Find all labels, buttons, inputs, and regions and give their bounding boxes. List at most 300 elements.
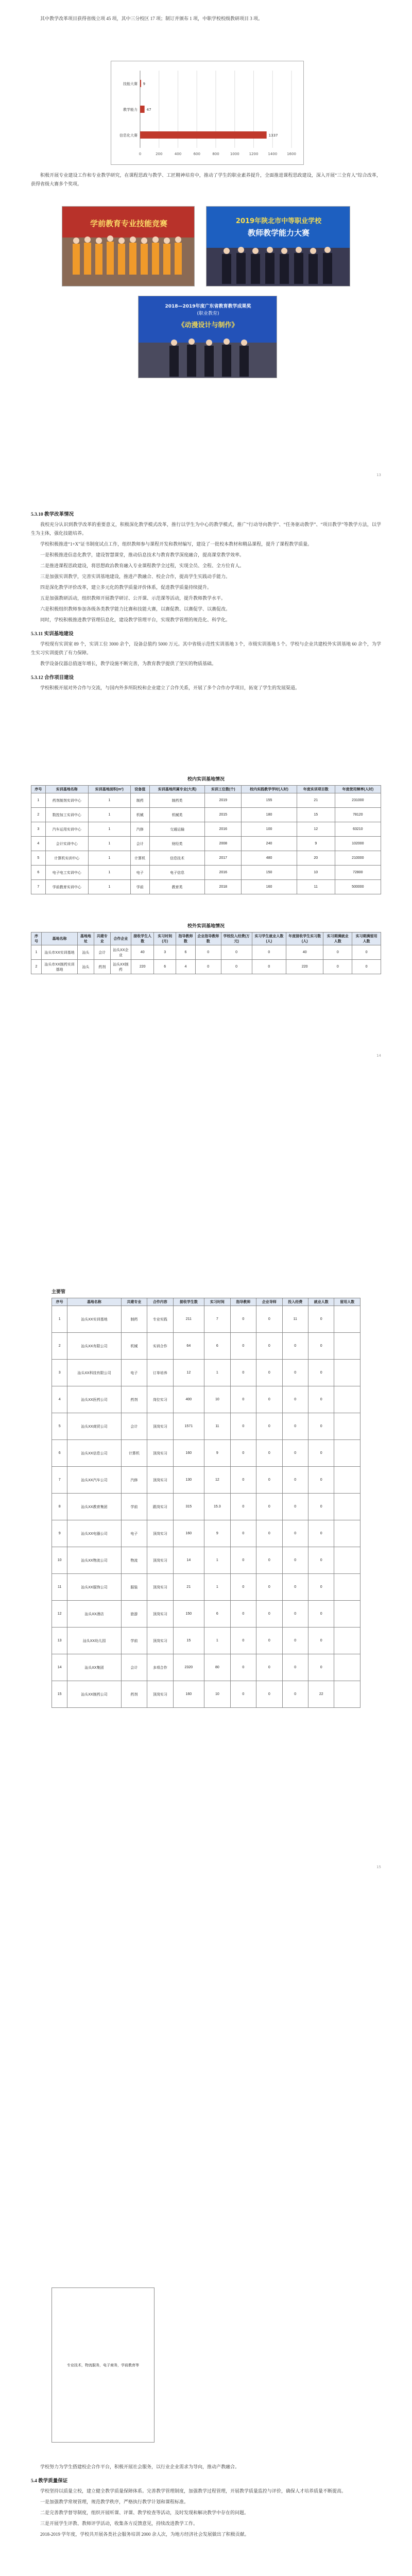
table2-cell: 0 [323,960,352,974]
table2-cell: 6 [176,945,195,960]
table2-header-10: 实习学生就业人数(人) [252,933,286,945]
x-tick-label: 1600 [287,152,296,156]
table3-cell: 0 [308,1440,334,1467]
table-external-training [31,932,381,974]
table3-cell: 22 [308,1681,334,1708]
table3-cell: 0 [282,1413,308,1440]
table1-cell: 4 [31,837,46,851]
x-tick-label: 0 [139,152,142,156]
table3-cell: 顶岗实习 [147,1520,173,1547]
table1-cell: 2015 [205,808,242,822]
table3-cell [334,1413,360,1440]
table3-cell: 5 [52,1413,67,1440]
table1-cell: 交通运输 [149,822,205,837]
table1-cell: 电子 [130,866,149,880]
table3-cell: 0 [282,1360,308,1386]
photo3-banner-line2: (职业教育) [197,311,219,316]
table-internal-training [31,785,381,894]
table3-cell: 12 [173,1360,204,1386]
table3-cell: 0 [230,1628,256,1654]
table2-cell: 220 [286,960,323,974]
table1-cell: 2016 [205,866,242,880]
table3-cell: 0 [256,1520,282,1547]
table-row [31,851,381,866]
reform-para-4: 二是推进课程思政建设，将思想政治教育融入专业课程教学全过程，实现全员、全程、全方位育人。 [40,563,245,568]
table3-cell: 15.3 [204,1494,230,1520]
table-row [52,1360,360,1386]
quality-para-4: 三是开展学生评教、教师评学活动，收集各方反馈意见，持续改进教学工作。 [40,2521,198,2526]
table3-cell: 顶岗实习 [147,1413,173,1440]
table3-cell: 顶岗实习 [147,1574,173,1601]
table1-cell: 72800 [335,866,381,880]
table1-cell: 1 [88,822,130,837]
quality-para-3: 二是完善教学督导制度，组织开展听课、评课、教学检查等活动，及时发现和解决教学中存在的问题。 [40,2510,249,2515]
table3-cell: 电子 [121,1360,147,1386]
table3-cell: 0 [308,1386,334,1413]
table3-cell: 0 [282,1494,308,1520]
table3-cell: 15 [173,1628,204,1654]
table2-cell: 4 [176,960,195,974]
table2-header-7: 指导教师数 [176,933,195,945]
table1-cell: 63210 [335,822,381,837]
table3-cell: 14 [52,1654,67,1681]
table3-cell: 13 [52,1628,67,1654]
table3-cell: 会计 [121,1654,147,1681]
photo-award-ceremony [138,296,277,378]
x-tick-label: 400 [174,152,182,156]
bar-chart [111,61,304,165]
table3-continuation [52,2287,154,2443]
photo3-banner-line1: 2018—2019年度广东省教育教学成果奖 [165,304,251,309]
table3-cell: 汕头XX实训基地 [67,1306,121,1333]
table3-cell: 学前 [121,1628,147,1654]
table3-cell: 0 [230,1654,256,1681]
table3-cell: 0 [256,1574,282,1601]
table2-cell: 汕头 [77,945,94,960]
table3-cell: 0 [308,1547,334,1574]
table3-cell: 0 [230,1333,256,1360]
table-row [52,1520,360,1547]
table2-header-0: 序号 [31,933,42,945]
bar [140,106,145,113]
table3-cell: 160 [173,1520,204,1547]
table3-cell: 9 [204,1520,230,1547]
table3-cell: 64 [173,1333,204,1360]
table1-header-2: 实训基地面积(m²) [88,786,130,793]
table3-cell: 0 [308,1360,334,1386]
table1-cell: 10 [297,866,335,880]
table3-cell: 0 [282,1601,308,1628]
table2-cell: 0 [352,960,381,974]
table3-cell: 0 [308,1574,334,1601]
section-heading-teaching-reform: 5.3.10 教学改革情况 [31,512,74,517]
table3-cell: 9 [204,1440,230,1467]
table3-cell: 130 [173,1467,204,1494]
photo1-banner-text: 学前教育专业技能竞赛 [90,219,168,228]
table2-cell: 会计 [94,945,110,960]
table-cooperation-enterprises [52,1298,360,1708]
table2-header-4: 合作企业 [110,933,131,945]
table1-cell: 制药类 [149,793,205,808]
table2-cell: 6 [154,960,176,974]
table3-cell: 岗位实习 [147,1386,173,1413]
table1-cell: 20 [297,851,335,866]
table1-cell: 1 [88,808,130,822]
table1-cell: 会计 [130,837,149,851]
table-row [31,866,381,880]
table1-header-8: 年度使用频率(人时) [335,786,381,793]
table1-cell: 1 [88,880,130,894]
subsection-heading-training-base: 5.3.11 实训基地建设 [31,632,74,637]
table3-cell: 0 [230,1681,256,1708]
table3-cell: 1 [204,1547,230,1574]
table3-cell [334,1601,360,1628]
table3-cell: 制药 [121,1306,147,1333]
table3-cell: 实训合作 [147,1333,173,1360]
table1-header-7: 年度实训项目数 [297,786,335,793]
table-row [52,1306,360,1333]
page2-body [31,505,381,694]
page-number-1: 13 [376,473,381,477]
table2-header-5: 接收学生人数 [131,933,154,945]
table1-cell: 2008 [205,837,242,851]
table2-cell: 40 [131,945,154,960]
table3-cell: 0 [230,1467,256,1494]
table-row [31,945,381,960]
table2-header-2: 基地地址 [77,933,94,945]
bar [140,80,141,87]
table3-section [52,1288,360,1708]
table3-cell: 汕头XX有限公司 [67,1333,121,1360]
table3-header-9: 就业人数 [308,1298,334,1306]
table3-cell: 顶岗实习 [147,1547,173,1574]
table-row [31,822,381,837]
reform-para-1: 我校充分认识到教学改革的重要意义，积极深化教学模式改革，推行以学生为中心的教学模式，推广“行动导向教学”、“任务驱动教学”、“项目教学”等教学方法，以学生为主体，强化技能培养。 [31,522,381,536]
table1-cell: 100 [242,822,297,837]
table1-cell: 财经类 [149,837,205,851]
photo-teaching-contest-image [207,207,350,286]
table1-header-6: 校内实践教学学时(人时) [242,786,297,793]
table2-header-1: 基地名称 [41,933,77,945]
table-row [31,880,381,894]
table2-cell: 0 [195,960,221,974]
table3-cell: 0 [308,1333,334,1360]
table3-cell: 0 [256,1440,282,1467]
table3-cell: 汕头XX制药公司 [67,1681,121,1708]
table1-cell: 2018 [205,880,242,894]
table1-cell: 21 [297,793,335,808]
table1-cell: 1 [88,851,130,866]
quality-para-1: 学校坚持以质量立校，建立健全教学质量保障体系。完善教学管理制度，加强教学过程管理，开展教学质量监控与评价，确保人才培养质量不断提高。 [40,2488,347,2494]
table1-header-0: 序号 [31,786,46,793]
table1-header-4: 实训基地所属专业(大类) [149,786,205,793]
table1-cell: 制药 [130,793,149,808]
table3-cell: 0 [308,1413,334,1440]
reform-para-3: 一是积极推进信息化教学，建设智慧课堂，推动信息技术与教育教学深度融合，提高课堂教学效率。 [40,552,245,557]
photo-skills-competition-image [62,207,195,286]
table3-cell: 0 [256,1494,282,1520]
table1-cell: 1 [31,793,46,808]
table1-cell: 78120 [335,808,381,822]
reform-para-9: 同时，学校积极推进教学管理信息化，建设教学管理平台，实现教学管理的规范化、科学化。 [40,617,231,622]
table3-cell: 汕头XX电器公司 [67,1520,121,1547]
table1-cell: 药剂制剂实训中心 [45,793,88,808]
table1-cell: 会计实训中心 [45,837,88,851]
table3-cell: 0 [256,1386,282,1413]
page1-intro [31,14,381,25]
table3-cell: 0 [308,1654,334,1681]
table-row [52,1681,360,1708]
table2-cell: 40 [286,945,323,960]
table3-cell: 顶岗实习 [147,1681,173,1708]
table2-cell: 2 [31,960,42,974]
table3-cell: 10 [204,1681,230,1708]
table2-cell: 0 [252,960,286,974]
table3-cell: 1 [204,1628,230,1654]
table3-cell: 0 [308,1601,334,1628]
table3-cell: 汕头XX商贸公司 [67,1413,121,1440]
table3-cell: 0 [256,1413,282,1440]
table2-cell: 0 [323,945,352,960]
photo-skills-competition [62,206,195,286]
bar-chart-svg [111,61,303,164]
table3-cell: 150 [173,1601,204,1628]
table3-cell: 1 [204,1360,230,1386]
table1-header-3: 设备值 [130,786,149,793]
table2-cell: 汕头XX企业 [110,945,131,960]
table3-cell [334,1467,360,1494]
table3-cell: 0 [282,1467,308,1494]
table3-cell [334,1547,360,1574]
table-row [52,1413,360,1440]
table1-cell: 12 [297,822,335,837]
table-row [52,1333,360,1360]
table1-cell: 500000 [335,880,381,894]
table3-cell: 3 [52,1360,67,1386]
table-row [31,837,381,851]
table1-cell: 1 [88,837,130,851]
table1-cell: 231000 [335,793,381,808]
x-tick-label: 200 [156,152,163,156]
bar-value-label: 1337 [268,133,278,138]
table3-cell: 药剂 [121,1681,147,1708]
bar-value-label: 47 [146,108,151,112]
table1-cell: 1 [88,793,130,808]
table-row [52,1601,360,1628]
table3-cell [334,1333,360,1360]
table3-cell: 服装 [121,1574,147,1601]
x-tick-label: 600 [193,152,200,156]
table2-header-13: 实习期满留用人数 [352,933,381,945]
table3-cell: 0 [256,1360,282,1386]
table2-cell: 药剂 [94,960,110,974]
table3-cell: 汕头XX信息公司 [67,1440,121,1467]
table2-header-11: 年度接收学生实习数(人) [286,933,323,945]
table3-cell: 汽修 [121,1467,147,1494]
table-row [52,1467,360,1494]
table3-cell: 电子 [121,1520,147,1547]
table3-cell: 0 [282,1654,308,1681]
table-row [52,1654,360,1681]
table1-cell: 学前教育实训中心 [45,880,88,894]
page1-body [31,171,381,191]
table3-cell: 会计 [121,1413,147,1440]
table1-header-5: 实训工位数(个) [205,786,242,793]
bar [140,131,267,139]
table1-cell: 6 [31,866,46,880]
table1-cell: 机械类 [149,808,205,822]
table1-cell: 计算机实训中心 [45,851,88,866]
training-base-para-2: 教学设备仪器总值逐年增长，教学设施不断完善，为教育教学提供了坚实的物质基础。 [40,661,217,666]
table3-cell: 汕头XX酒店 [67,1601,121,1628]
table3-cell: 机械 [121,1333,147,1360]
table3-cell: 0 [256,1601,282,1628]
table2-header-12: 实习期满就业人数 [323,933,352,945]
table3-cell: 1571 [173,1413,204,1440]
table3-cell: 0 [308,1494,334,1520]
table2-cell: 0 [352,945,381,960]
table3-cell: 学前 [121,1494,147,1520]
table3-cell: 跟岗实习 [147,1494,173,1520]
table1-cell: 数控加工实训中心 [45,808,88,822]
table3-cell: 顶岗实习 [147,1467,173,1494]
table3-header-1: 基地名称 [67,1298,121,1306]
table1-cell: 102000 [335,837,381,851]
table2-header-6: 实习时间(月) [154,933,176,945]
table3-header-4: 接收学生数 [173,1298,204,1306]
table3-cell: 12 [204,1467,230,1494]
table1-cell: 计算机 [130,851,149,866]
y-tick-label: 技能大赛 [123,82,138,86]
table1-cell: 15 [297,808,335,822]
table3-cell: 160 [173,1440,204,1467]
table3-cell: 汕头XX物流公司 [67,1547,121,1574]
table3-cell: 6 [52,1440,67,1467]
table1-cell: 2017 [205,851,242,866]
photo3-sub-text: 《动漫设计与制作》 [178,321,238,329]
table-row [31,960,381,974]
table1-cell: 2 [31,808,46,822]
table1-cell: 480 [242,851,297,866]
table-row [52,1494,360,1520]
table3-cell: 14 [173,1547,204,1574]
table3-cell [334,1574,360,1601]
table3-header-2: 共建专业 [121,1298,147,1306]
table3-cell: 2 [52,1333,67,1360]
service-lead-paragraph: 学校努力为学生搭建校企合作平台，积极开展社会服务，以行业企业需求为导向，推动产教融合。 [40,2464,240,2469]
table3-cell: 0 [282,1386,308,1413]
photo-award-ceremony-image [139,296,277,378]
table3-footer-fragment [52,2287,154,2443]
page4-body [31,2463,381,2541]
table2-cell: 汕头市XX制药实训基地 [41,960,77,974]
table3-cell: 0 [256,1333,282,1360]
table2-cell: 1 [31,945,42,960]
x-tick-label: 1000 [230,152,239,156]
table3-cell: 0 [308,1306,334,1333]
table3-cell: 0 [256,1628,282,1654]
table3-cell: 订单培养 [147,1360,173,1386]
table1-cell: 11 [297,880,335,894]
table1-header-1: 实训基地名称 [45,786,88,793]
reform-para-8: 六是积极组织教师参加各级各类教学能力比赛和技能大赛，以赛促教、以赛促学、以赛促改。 [40,606,231,612]
table-row [31,793,381,808]
table3-cell: 0 [282,1574,308,1601]
table2-cell: 汕头 [77,960,94,974]
table1-cell: 学前 [130,880,149,894]
table3-cell: 汕头XX幼儿园 [67,1628,121,1654]
table1-cell: 210000 [335,851,381,866]
page-number-2: 14 [376,1054,381,1058]
table3-cell: 0 [282,1628,308,1654]
table2-cell: 汕头市XX实训基地 [41,945,77,960]
table3-cell: 0 [230,1440,256,1467]
table3-cell [334,1306,360,1333]
table-row [52,1628,360,1654]
table3-cell: 汕头XX教育集团 [67,1494,121,1520]
table1-cell: 电子电工实训中心 [45,866,88,880]
table3-cell: 0 [282,1440,308,1467]
table3-header-7: 企业导师 [256,1298,282,1306]
table1-cell: 教育类 [149,880,205,894]
quality-para-2: 一是加强教学常规管理，规范教学秩序，严格执行教学计划和课程标准。 [40,2499,189,2504]
table3-cell: 汕头XX医药公司 [67,1386,121,1413]
table1-cell: 180 [242,808,297,822]
table3-header-0: 序号 [52,1298,67,1306]
y-tick-label: 教学能力 [123,108,138,112]
table3-cell: 15 [52,1681,67,1708]
table3-cell: 10 [204,1386,230,1413]
table3-cell: 汕头XX集团 [67,1654,121,1681]
table1-cell: 1 [88,866,130,880]
table1-cell: 汽车运用实训中心 [45,822,88,837]
table3-cell [334,1386,360,1413]
table3-cell: 汕头XX服饰公司 [67,1574,121,1601]
reform-para-2: 学校积极推进“1+X”证书制度试点工作，组织教师参与课程开发和教材编写，建设了一批校本教材和精品课程，提升了课程教学质量。 [40,541,313,547]
table-row [52,1547,360,1574]
table2-cell: 3 [154,945,176,960]
table3-cell: 旅游 [121,1601,147,1628]
table1-cell: 5 [31,851,46,866]
table3-cell: 0 [230,1494,256,1520]
table-row [52,1574,360,1601]
table2-cell: 0 [221,960,252,974]
table3-cell: 9 [52,1520,67,1547]
table3-cell: 0 [230,1413,256,1440]
table2-cell: 220 [131,960,154,974]
table3-cell: 4 [52,1386,67,1413]
cooperation-para: 学校积极开展对外合作与交流，与国内外多所院校和企业建立了合作关系，开展了多个合作办学项目，拓宽了学生的发展渠道。 [40,685,300,690]
chart-followup-paragraph: 积极开展专业建设工作和专业教学研究，在课程思政与教学、工匠精神培育中，推动了学生的职业素养提升，全面推进课程思政建设，深入开展“三全育人”综合改革，获得省级大赛多个奖项。 [31,173,381,187]
table2-caption: 校外实训基地情况 [187,923,225,928]
table3-cell: 10 [52,1547,67,1574]
table2-cell: 0 [252,945,286,960]
table3-cell: 0 [230,1520,256,1547]
table1-cell: 信息技术 [149,851,205,866]
table-row [52,1440,360,1467]
table3-label: 主要管 [52,1289,66,1294]
table2-cell: 0 [221,945,252,960]
table1-cell: 3 [31,822,46,837]
table3-cell: 药剂 [121,1386,147,1413]
table3-cell: 0 [256,1467,282,1494]
table3-cell: 11 [282,1306,308,1333]
table3-cell [334,1520,360,1547]
table3-cell: 315 [173,1494,204,1520]
table2-section [31,922,381,974]
table3-cell: 21 [173,1574,204,1601]
table3-cell: 80 [204,1654,230,1681]
